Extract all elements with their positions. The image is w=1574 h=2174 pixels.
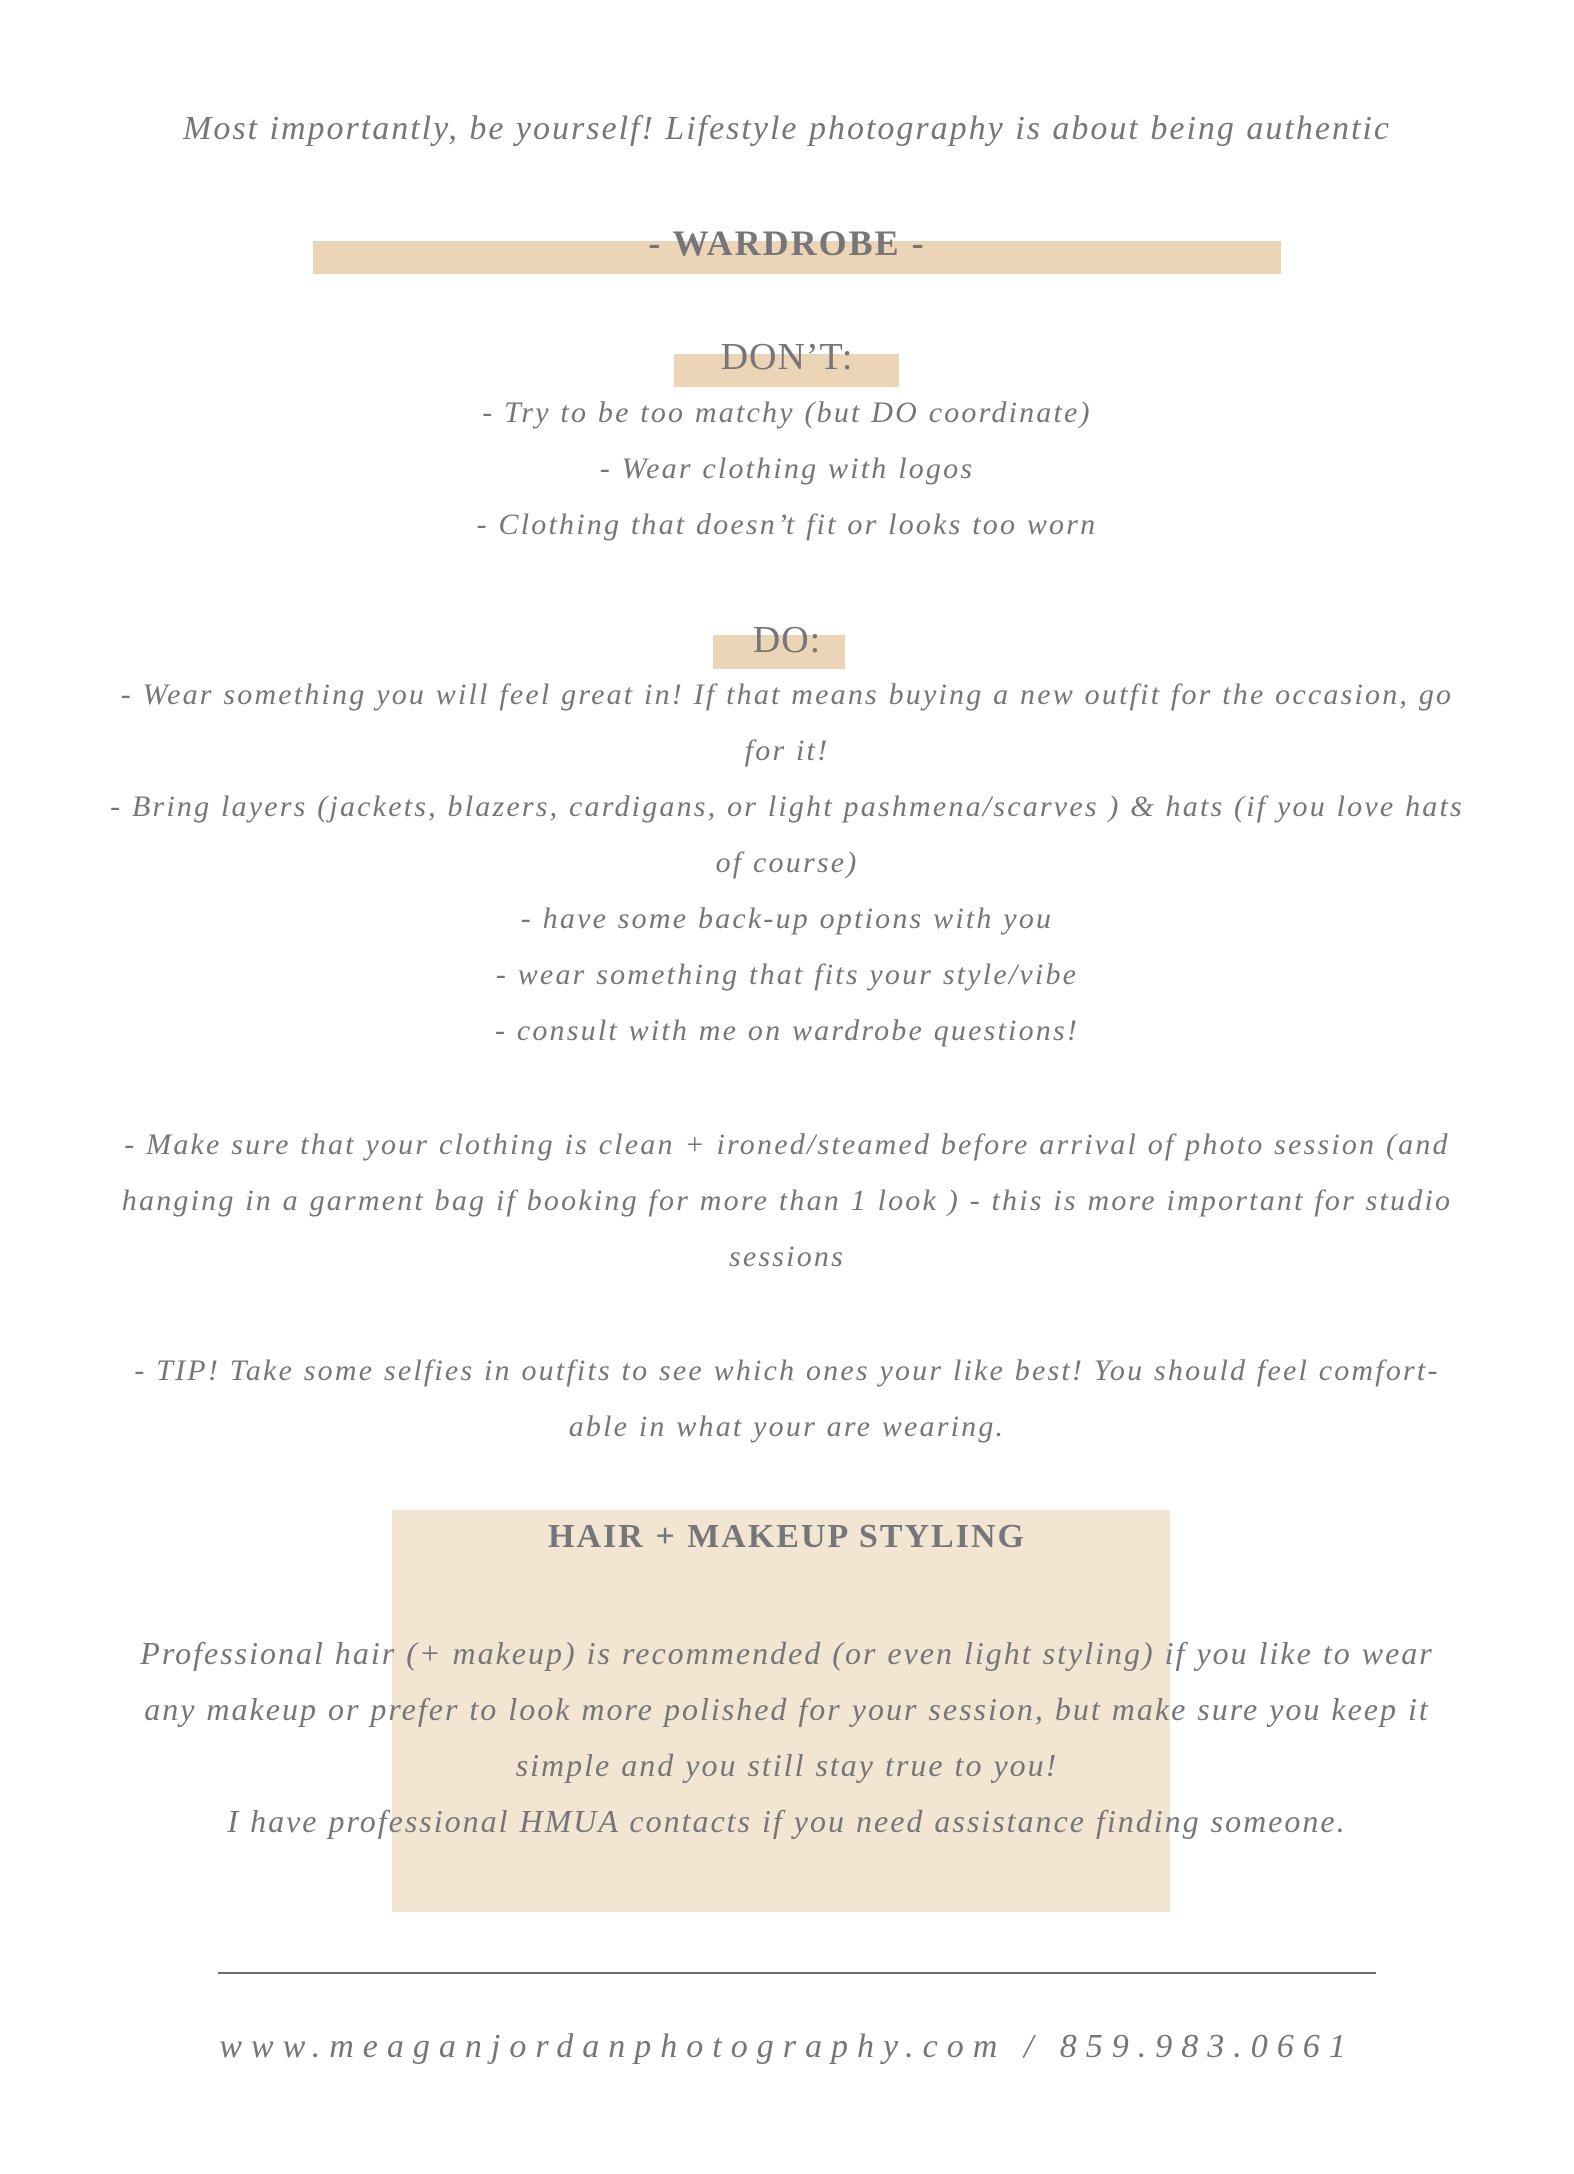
do-line: - Bring layers (jackets, blazers, cardigans, or light pashmena/scarves ) & hats (if you love hats [110, 790, 1464, 823]
hair-makeup-line: I have professional HMUA contacts if you need assistance finding someone. [227, 1803, 1347, 1839]
hair-makeup-heading: HAIR + MAKEUP STYLING [548, 1518, 1026, 1555]
hair-makeup-line: Professional hair (+ makeup) is recommended (or even light styling) if you like to wear [140, 1635, 1434, 1671]
footer-contact[interactable]: www.meaganjordanphotography.com / 859.983.0661 [219, 2028, 1355, 2065]
do-line: - Wear something you will feel great in! If that means buying a new outfit for the occasion, go [120, 678, 1454, 711]
do-line: - wear something that fits your style/vibe [495, 958, 1079, 991]
dont-item: - Try to be too matchy (but DO coordinate) [482, 396, 1092, 429]
intro-text: Most importantly, be yourself! Lifestyle photography is about being authentic [183, 110, 1391, 147]
do-line: - have some back-up options with you [520, 902, 1054, 935]
dont-item: - Wear clothing with logos [599, 452, 975, 485]
dont-heading: DON’T: [720, 336, 854, 378]
wardrobe-heading: - WARDROBE - [648, 223, 926, 263]
do-line: of course) [715, 846, 859, 879]
clean-note-line: - Make sure that your clothing is clean + ironed/steamed before arrival of photo session (and [124, 1128, 1450, 1161]
hair-makeup-line: any makeup or prefer to look more polished for your session, but make sure you keep it [144, 1691, 1430, 1727]
do-heading: DO: [752, 619, 822, 661]
tip-line: - TIP! Take some selfies in outfits to see which ones your like best! You should feel comfort- [134, 1354, 1440, 1387]
clean-note-line: hanging in a garment bag if booking for more than 1 look ) - this is more important for studio [121, 1184, 1453, 1217]
clean-note-line: sessions [729, 1240, 845, 1273]
do-line: - consult with me on wardrobe questions! [494, 1014, 1080, 1047]
footer-divider [218, 1972, 1376, 1974]
tip-line: able in what your are wearing. [568, 1410, 1006, 1443]
hair-makeup-line: simple and you still stay true to you! [515, 1747, 1059, 1783]
dont-item: - Clothing that doesn’t fit or looks too worn [476, 508, 1098, 541]
do-line: for it! [744, 734, 830, 767]
